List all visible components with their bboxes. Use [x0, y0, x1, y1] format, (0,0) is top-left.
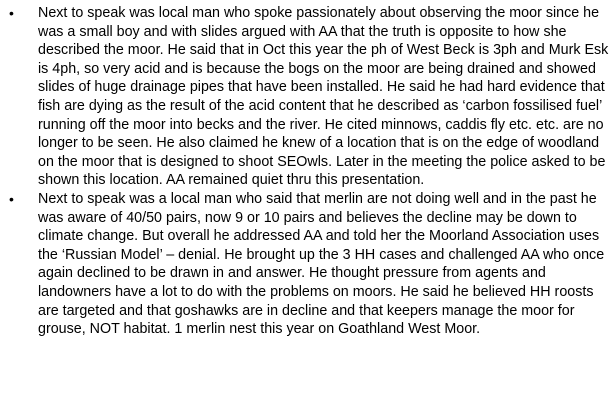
bullet-item-speaker-2 — [0, 190, 614, 339]
document-body — [0, 4, 614, 339]
bullet-marker: • — [9, 190, 14, 207]
bullet-text: Next to speak was a local man who said that merlin are not doing well and in the past he was aware of 40/50 pairs, now 9 or 10 pairs and believes the decline may be down to climate change. But overall he addressed AA and told her the Moorland Association uses the ‘Russian Model’ – denial. He brought up the 3 HH cases and challenged AA who once again declined to be drawn in and answer. He thought pressure from agents and landowners have a lot to do with the problems on moors. He said he believed HH roosts are targeted and that goshawks are in decline and that keepers manage the moor for grouse, NOT habitat. 1 merlin nest this year on Goathland West Moor. — [38, 190, 605, 338]
bullet-list — [0, 4, 614, 339]
bullet-item-speaker-1 — [0, 4, 614, 190]
bullet-text: Next to speak was local man who spoke passionately about observing the moor since he was a small boy and with slides argued with AA that the truth is opposite to how she described the moor. He said that in Oct this year the ph of West Beck is 3ph and Murk Esk is 4ph, so very acid and is because the bogs on the moor are being drained and showed slides of huge drainage pipes that have been installed. He said he had hard evidence that fish are dying as the result of the acid content that he described as ‘carbon fossilised fuel’ running off the moor into becks and the river. He cited minnows, caddis fly etc. etc. are no longer to be seen. He also claimed he knew of a location that is on the edge of woodland on the moor that is designed to shoot SEOwls. Later in the meeting the police asked to be shown this location. AA remained quiet thru this presentation. — [38, 5, 609, 189]
bullet-marker: • — [9, 5, 14, 21]
